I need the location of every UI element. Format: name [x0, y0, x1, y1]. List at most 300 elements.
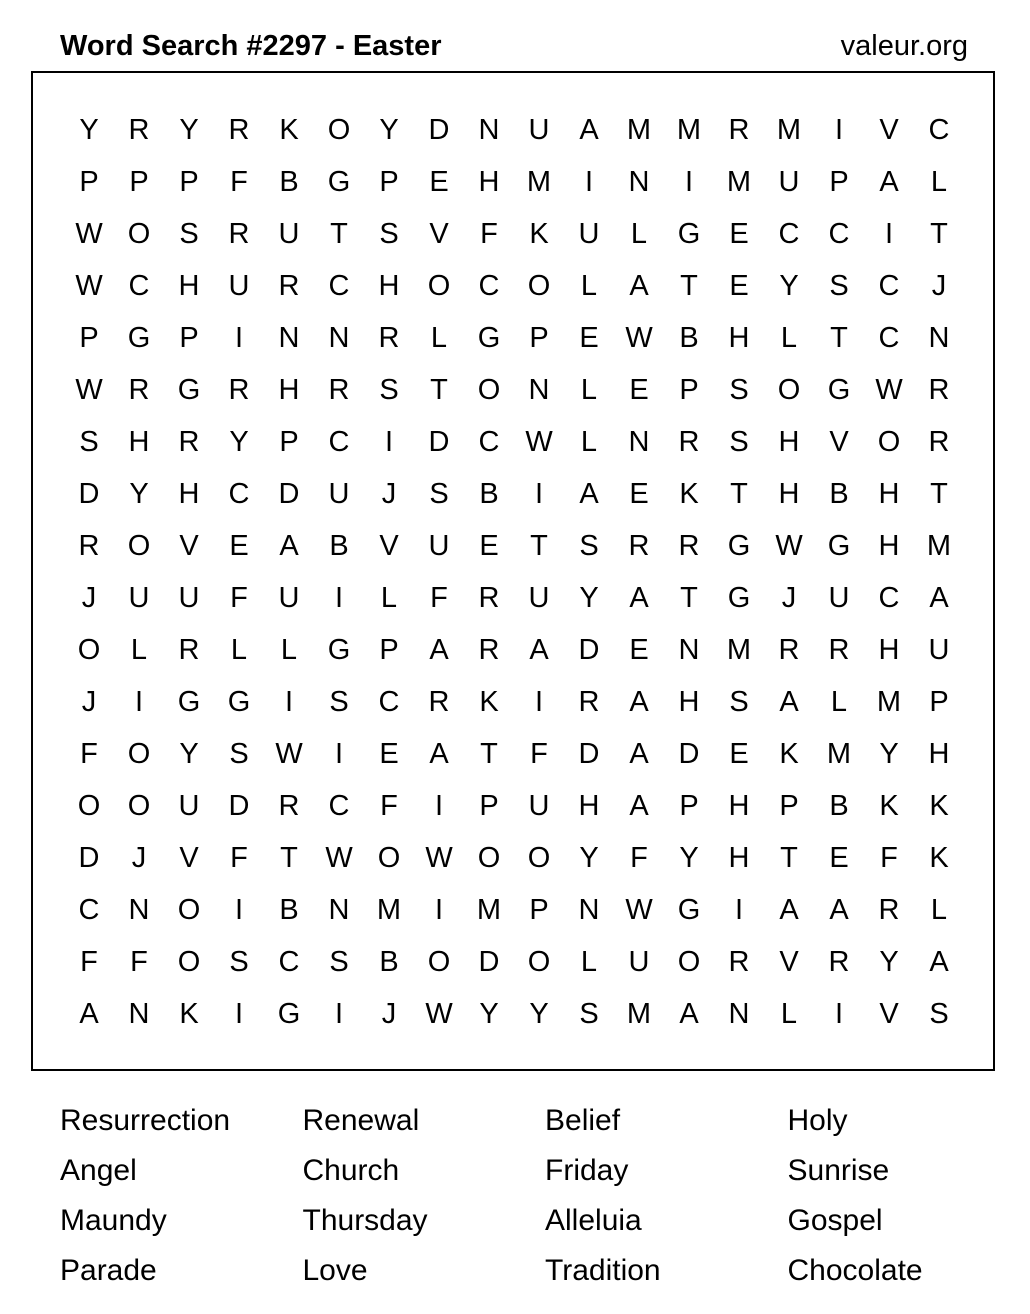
grid-letter[interactable]: U: [528, 790, 550, 822]
grid-letter[interactable]: U: [528, 114, 550, 146]
grid-letter[interactable]: P: [79, 322, 99, 354]
grid-letter[interactable]: H: [728, 322, 750, 354]
grid-letter[interactable]: W: [75, 374, 103, 406]
grid-letter[interactable]: C: [328, 270, 350, 302]
grid-letter[interactable]: H: [478, 166, 500, 198]
grid-letter[interactable]: H: [378, 270, 400, 302]
grid-letter[interactable]: B: [379, 946, 399, 978]
grid-letter[interactable]: W: [75, 218, 103, 250]
grid-letter[interactable]: F: [430, 582, 448, 614]
grid-letter[interactable]: R: [928, 374, 950, 406]
grid-letter[interactable]: T: [430, 374, 448, 406]
grid-letter[interactable]: S: [329, 946, 349, 978]
grid-letter[interactable]: R: [178, 634, 200, 666]
grid-letter[interactable]: I: [234, 894, 244, 926]
grid-letter[interactable]: M: [726, 166, 752, 198]
grid-letter[interactable]: U: [928, 634, 950, 666]
grid-letter[interactable]: E: [629, 478, 649, 510]
grid-letter[interactable]: I: [134, 686, 144, 718]
grid-letter[interactable]: S: [229, 946, 249, 978]
grid-letter[interactable]: Y: [479, 998, 499, 1030]
grid-letter[interactable]: D: [228, 790, 250, 822]
grid-letter[interactable]: G: [327, 166, 351, 198]
grid-letter[interactable]: D: [428, 114, 450, 146]
grid-letter[interactable]: U: [328, 478, 350, 510]
grid-letter[interactable]: Y: [179, 114, 199, 146]
grid-letter[interactable]: H: [728, 790, 750, 822]
grid-letter[interactable]: C: [328, 426, 350, 458]
grid-letter[interactable]: W: [425, 998, 453, 1030]
grid-letter[interactable]: T: [780, 842, 798, 874]
grid-letter[interactable]: S: [429, 478, 449, 510]
grid-letter[interactable]: E: [729, 738, 749, 770]
grid-letter[interactable]: O: [527, 842, 551, 874]
grid-letter[interactable]: R: [828, 634, 850, 666]
grid-letter[interactable]: Y: [879, 738, 899, 770]
grid-letter[interactable]: L: [630, 218, 648, 250]
grid-letter[interactable]: L: [130, 634, 148, 666]
grid-letter[interactable]: B: [329, 530, 349, 562]
grid-letter[interactable]: H: [178, 478, 200, 510]
grid-letter[interactable]: G: [177, 374, 201, 406]
grid-letter[interactable]: F: [230, 166, 248, 198]
grid-letter[interactable]: R: [128, 374, 150, 406]
grid-letter[interactable]: H: [778, 426, 800, 458]
grid-letter[interactable]: E: [479, 530, 499, 562]
grid-letter[interactable]: M: [776, 114, 802, 146]
grid-letter[interactable]: A: [279, 530, 299, 562]
grid-letter[interactable]: R: [428, 686, 450, 718]
grid-letter[interactable]: P: [529, 894, 549, 926]
grid-letter[interactable]: B: [829, 478, 849, 510]
grid-letter[interactable]: O: [77, 790, 101, 822]
grid-letter[interactable]: E: [379, 738, 399, 770]
grid-letter[interactable]: K: [929, 842, 949, 874]
grid-letter[interactable]: I: [584, 166, 594, 198]
grid-letter[interactable]: K: [479, 686, 499, 718]
grid-letter[interactable]: D: [78, 842, 100, 874]
grid-letter[interactable]: F: [380, 790, 398, 822]
grid-letter[interactable]: O: [477, 842, 501, 874]
grid-letter[interactable]: G: [177, 686, 201, 718]
grid-letter[interactable]: A: [629, 270, 649, 302]
grid-letter[interactable]: T: [330, 218, 348, 250]
grid-letter[interactable]: L: [380, 582, 398, 614]
grid-letter[interactable]: K: [879, 790, 899, 822]
grid-letter[interactable]: A: [779, 686, 799, 718]
grid-letter[interactable]: L: [580, 426, 598, 458]
grid-letter[interactable]: O: [527, 946, 551, 978]
grid-letter[interactable]: Y: [229, 426, 249, 458]
grid-letter[interactable]: A: [679, 998, 699, 1030]
grid-letter[interactable]: A: [879, 166, 899, 198]
grid-letter[interactable]: H: [878, 478, 900, 510]
grid-letter[interactable]: I: [434, 790, 444, 822]
grid-letter[interactable]: C: [378, 686, 400, 718]
grid-letter[interactable]: R: [178, 426, 200, 458]
grid-letter[interactable]: T: [680, 582, 698, 614]
grid-letter[interactable]: N: [928, 322, 950, 354]
grid-letter[interactable]: C: [828, 218, 850, 250]
grid-letter[interactable]: C: [128, 270, 150, 302]
grid-letter[interactable]: S: [929, 998, 949, 1030]
grid-letter[interactable]: A: [629, 582, 649, 614]
grid-letter[interactable]: A: [629, 738, 649, 770]
grid-letter[interactable]: O: [377, 842, 401, 874]
grid-letter[interactable]: H: [728, 842, 750, 874]
grid-letter[interactable]: P: [779, 790, 799, 822]
grid-letter[interactable]: C: [878, 322, 900, 354]
grid-letter[interactable]: A: [779, 894, 799, 926]
grid-letter[interactable]: U: [178, 582, 200, 614]
grid-letter[interactable]: L: [280, 634, 298, 666]
grid-letter[interactable]: L: [580, 946, 598, 978]
grid-letter[interactable]: U: [278, 218, 300, 250]
grid-letter[interactable]: I: [884, 218, 894, 250]
grid-letter[interactable]: T: [530, 530, 548, 562]
grid-letter[interactable]: W: [625, 894, 653, 926]
grid-letter[interactable]: Y: [129, 478, 149, 510]
grid-letter[interactable]: T: [280, 842, 298, 874]
grid-letter[interactable]: F: [230, 582, 248, 614]
grid-letter[interactable]: P: [279, 426, 299, 458]
grid-letter[interactable]: I: [284, 686, 294, 718]
grid-letter[interactable]: R: [878, 894, 900, 926]
grid-letter[interactable]: R: [128, 114, 150, 146]
grid-letter[interactable]: D: [678, 738, 700, 770]
grid-letter[interactable]: E: [729, 270, 749, 302]
grid-letter[interactable]: P: [679, 790, 699, 822]
grid-letter[interactable]: O: [877, 426, 901, 458]
grid-letter[interactable]: E: [629, 634, 649, 666]
grid-letter[interactable]: V: [879, 114, 899, 146]
grid-letter[interactable]: F: [530, 738, 548, 770]
grid-letter[interactable]: G: [327, 634, 351, 666]
grid-letter[interactable]: G: [827, 374, 851, 406]
grid-letter[interactable]: S: [729, 374, 749, 406]
grid-letter[interactable]: W: [325, 842, 353, 874]
grid-letter[interactable]: Y: [179, 738, 199, 770]
grid-letter[interactable]: Y: [379, 114, 399, 146]
grid-letter[interactable]: W: [75, 270, 103, 302]
grid-letter[interactable]: D: [578, 738, 600, 770]
grid-letter[interactable]: R: [228, 374, 250, 406]
grid-letter[interactable]: S: [79, 426, 99, 458]
grid-letter[interactable]: T: [680, 270, 698, 302]
grid-letter[interactable]: I: [734, 894, 744, 926]
grid-letter[interactable]: B: [829, 790, 849, 822]
grid-letter[interactable]: D: [78, 478, 100, 510]
grid-letter[interactable]: S: [829, 270, 849, 302]
grid-letter[interactable]: J: [131, 842, 147, 874]
grid-letter[interactable]: P: [379, 166, 399, 198]
grid-letter[interactable]: H: [778, 478, 800, 510]
grid-letter[interactable]: A: [929, 582, 949, 614]
grid-letter[interactable]: N: [628, 426, 650, 458]
grid-letter[interactable]: C: [228, 478, 250, 510]
grid-letter[interactable]: J: [931, 270, 947, 302]
grid-letter[interactable]: M: [376, 894, 402, 926]
grid-letter[interactable]: A: [629, 790, 649, 822]
grid-letter[interactable]: Y: [779, 270, 799, 302]
grid-letter[interactable]: C: [878, 270, 900, 302]
grid-letter[interactable]: I: [534, 686, 544, 718]
grid-letter[interactable]: I: [234, 998, 244, 1030]
grid-letter[interactable]: S: [329, 686, 349, 718]
grid-letter[interactable]: G: [227, 686, 251, 718]
grid-letter[interactable]: P: [929, 686, 949, 718]
grid-letter[interactable]: P: [829, 166, 849, 198]
grid-letter[interactable]: L: [230, 634, 248, 666]
grid-letter[interactable]: V: [879, 998, 899, 1030]
grid-letter[interactable]: T: [930, 478, 948, 510]
grid-letter[interactable]: U: [628, 946, 650, 978]
grid-letter[interactable]: E: [829, 842, 849, 874]
grid-letter[interactable]: C: [478, 270, 500, 302]
grid-letter[interactable]: R: [728, 946, 750, 978]
grid-letter[interactable]: V: [179, 842, 199, 874]
grid-letter[interactable]: A: [629, 686, 649, 718]
grid-letter[interactable]: N: [128, 894, 150, 926]
grid-letter[interactable]: H: [878, 530, 900, 562]
grid-letter[interactable]: R: [278, 790, 300, 822]
grid-letter[interactable]: R: [928, 426, 950, 458]
grid-letter[interactable]: Y: [579, 842, 599, 874]
grid-letter[interactable]: O: [127, 218, 151, 250]
grid-letter[interactable]: B: [279, 166, 299, 198]
grid-letter[interactable]: J: [81, 686, 97, 718]
grid-letter[interactable]: O: [177, 946, 201, 978]
grid-letter[interactable]: R: [328, 374, 350, 406]
grid-letter[interactable]: Y: [529, 998, 549, 1030]
grid-letter[interactable]: E: [729, 218, 749, 250]
grid-letter[interactable]: L: [580, 374, 598, 406]
grid-letter[interactable]: L: [830, 686, 848, 718]
grid-letter[interactable]: W: [275, 738, 303, 770]
grid-letter[interactable]: G: [827, 530, 851, 562]
grid-letter[interactable]: P: [129, 166, 149, 198]
grid-letter[interactable]: U: [778, 166, 800, 198]
grid-letter[interactable]: O: [77, 634, 101, 666]
grid-letter[interactable]: J: [81, 582, 97, 614]
grid-letter[interactable]: G: [727, 582, 751, 614]
grid-letter[interactable]: U: [278, 582, 300, 614]
grid-letter[interactable]: W: [525, 426, 553, 458]
grid-letter[interactable]: E: [629, 374, 649, 406]
grid-letter[interactable]: N: [678, 634, 700, 666]
grid-letter[interactable]: R: [278, 270, 300, 302]
grid-letter[interactable]: C: [778, 218, 800, 250]
grid-letter[interactable]: L: [930, 894, 948, 926]
grid-letter[interactable]: T: [480, 738, 498, 770]
grid-letter[interactable]: B: [479, 478, 499, 510]
grid-letter[interactable]: J: [381, 998, 397, 1030]
grid-letter[interactable]: O: [427, 946, 451, 978]
grid-letter[interactable]: K: [929, 790, 949, 822]
grid-letter[interactable]: B: [679, 322, 699, 354]
grid-letter[interactable]: N: [128, 998, 150, 1030]
grid-letter[interactable]: S: [729, 426, 749, 458]
grid-letter[interactable]: O: [177, 894, 201, 926]
grid-letter[interactable]: N: [528, 374, 550, 406]
grid-letter[interactable]: C: [278, 946, 300, 978]
grid-letter[interactable]: O: [327, 114, 351, 146]
grid-letter[interactable]: F: [130, 946, 148, 978]
grid-letter[interactable]: N: [328, 894, 350, 926]
grid-letter[interactable]: N: [278, 322, 300, 354]
grid-letter[interactable]: I: [834, 998, 844, 1030]
grid-letter[interactable]: Y: [79, 114, 99, 146]
grid-letter[interactable]: P: [179, 322, 199, 354]
grid-letter[interactable]: D: [428, 426, 450, 458]
grid-letter[interactable]: O: [427, 270, 451, 302]
grid-letter[interactable]: J: [381, 478, 397, 510]
grid-letter[interactable]: R: [228, 114, 250, 146]
grid-letter[interactable]: G: [477, 322, 501, 354]
grid-letter[interactable]: I: [334, 738, 344, 770]
grid-letter[interactable]: O: [677, 946, 701, 978]
grid-letter[interactable]: N: [578, 894, 600, 926]
grid-letter[interactable]: O: [527, 270, 551, 302]
grid-letter[interactable]: V: [779, 946, 799, 978]
grid-letter[interactable]: R: [678, 426, 700, 458]
grid-letter[interactable]: W: [775, 530, 803, 562]
grid-letter[interactable]: I: [234, 322, 244, 354]
grid-letter[interactable]: E: [579, 322, 599, 354]
grid-letter[interactable]: P: [679, 374, 699, 406]
grid-letter[interactable]: W: [875, 374, 903, 406]
grid-letter[interactable]: R: [478, 582, 500, 614]
grid-letter[interactable]: M: [826, 738, 852, 770]
grid-letter[interactable]: G: [677, 218, 701, 250]
grid-letter[interactable]: A: [429, 634, 449, 666]
grid-letter[interactable]: F: [480, 218, 498, 250]
grid-letter[interactable]: H: [128, 426, 150, 458]
grid-letter[interactable]: S: [379, 218, 399, 250]
grid-letter[interactable]: M: [676, 114, 702, 146]
grid-letter[interactable]: M: [476, 894, 502, 926]
grid-letter[interactable]: R: [378, 322, 400, 354]
grid-letter[interactable]: N: [628, 166, 650, 198]
grid-letter[interactable]: M: [926, 530, 952, 562]
grid-letter[interactable]: H: [928, 738, 950, 770]
grid-letter[interactable]: J: [781, 582, 797, 614]
grid-letter[interactable]: K: [779, 738, 799, 770]
grid-letter[interactable]: N: [728, 998, 750, 1030]
grid-letter[interactable]: S: [179, 218, 199, 250]
grid-letter[interactable]: H: [878, 634, 900, 666]
grid-letter[interactable]: R: [478, 634, 500, 666]
grid-letter[interactable]: H: [678, 686, 700, 718]
grid-letter[interactable]: I: [384, 426, 394, 458]
grid-letter[interactable]: O: [127, 790, 151, 822]
grid-letter[interactable]: B: [279, 894, 299, 926]
grid-letter[interactable]: H: [578, 790, 600, 822]
grid-letter[interactable]: I: [334, 582, 344, 614]
grid-letter[interactable]: O: [127, 738, 151, 770]
grid-letter[interactable]: P: [79, 166, 99, 198]
grid-letter[interactable]: A: [579, 478, 599, 510]
grid-letter[interactable]: K: [179, 998, 199, 1030]
grid-letter[interactable]: D: [478, 946, 500, 978]
grid-letter[interactable]: R: [778, 634, 800, 666]
grid-letter[interactable]: G: [127, 322, 151, 354]
grid-letter[interactable]: V: [429, 218, 449, 250]
grid-letter[interactable]: I: [834, 114, 844, 146]
grid-letter[interactable]: D: [578, 634, 600, 666]
grid-letter[interactable]: R: [578, 686, 600, 718]
grid-letter[interactable]: I: [534, 478, 544, 510]
grid-letter[interactable]: H: [178, 270, 200, 302]
grid-letter[interactable]: V: [829, 426, 849, 458]
grid-letter[interactable]: N: [478, 114, 500, 146]
grid-letter[interactable]: G: [727, 530, 751, 562]
grid-letter[interactable]: C: [478, 426, 500, 458]
grid-letter[interactable]: U: [128, 582, 150, 614]
grid-letter[interactable]: S: [379, 374, 399, 406]
grid-letter[interactable]: C: [328, 790, 350, 822]
grid-letter[interactable]: I: [684, 166, 694, 198]
grid-letter[interactable]: P: [379, 634, 399, 666]
grid-letter[interactable]: T: [830, 322, 848, 354]
grid-letter[interactable]: R: [228, 218, 250, 250]
grid-letter[interactable]: I: [434, 894, 444, 926]
grid-letter[interactable]: E: [429, 166, 449, 198]
grid-letter[interactable]: A: [579, 114, 599, 146]
grid-letter[interactable]: U: [228, 270, 250, 302]
grid-letter[interactable]: A: [429, 738, 449, 770]
grid-letter[interactable]: I: [334, 998, 344, 1030]
grid-letter[interactable]: K: [679, 478, 699, 510]
grid-letter[interactable]: C: [878, 582, 900, 614]
grid-letter[interactable]: P: [529, 322, 549, 354]
grid-letter[interactable]: F: [230, 842, 248, 874]
grid-letter[interactable]: E: [229, 530, 249, 562]
grid-letter[interactable]: A: [929, 946, 949, 978]
grid-letter[interactable]: M: [726, 634, 752, 666]
grid-letter[interactable]: K: [529, 218, 549, 250]
grid-letter[interactable]: U: [578, 218, 600, 250]
grid-letter[interactable]: S: [229, 738, 249, 770]
grid-letter[interactable]: Y: [679, 842, 699, 874]
grid-letter[interactable]: R: [728, 114, 750, 146]
grid-letter[interactable]: W: [425, 842, 453, 874]
grid-letter[interactable]: D: [278, 478, 300, 510]
grid-letter[interactable]: R: [628, 530, 650, 562]
grid-letter[interactable]: H: [278, 374, 300, 406]
grid-letter[interactable]: K: [279, 114, 299, 146]
grid-letter[interactable]: A: [529, 634, 549, 666]
grid-letter[interactable]: F: [630, 842, 648, 874]
grid-letter[interactable]: G: [277, 998, 301, 1030]
grid-letter[interactable]: A: [79, 998, 99, 1030]
grid-letter[interactable]: N: [328, 322, 350, 354]
grid-letter[interactable]: U: [528, 582, 550, 614]
grid-letter[interactable]: G: [677, 894, 701, 926]
grid-letter[interactable]: L: [780, 322, 798, 354]
grid-letter[interactable]: C: [78, 894, 100, 926]
grid-letter[interactable]: U: [428, 530, 450, 562]
grid-letter[interactable]: M: [526, 166, 552, 198]
grid-letter[interactable]: R: [828, 946, 850, 978]
grid-letter[interactable]: O: [777, 374, 801, 406]
grid-letter[interactable]: R: [78, 530, 100, 562]
grid-letter[interactable]: O: [127, 530, 151, 562]
grid-letter[interactable]: Y: [579, 582, 599, 614]
grid-letter[interactable]: M: [876, 686, 902, 718]
grid-letter[interactable]: C: [928, 114, 950, 146]
grid-letter[interactable]: Y: [879, 946, 899, 978]
